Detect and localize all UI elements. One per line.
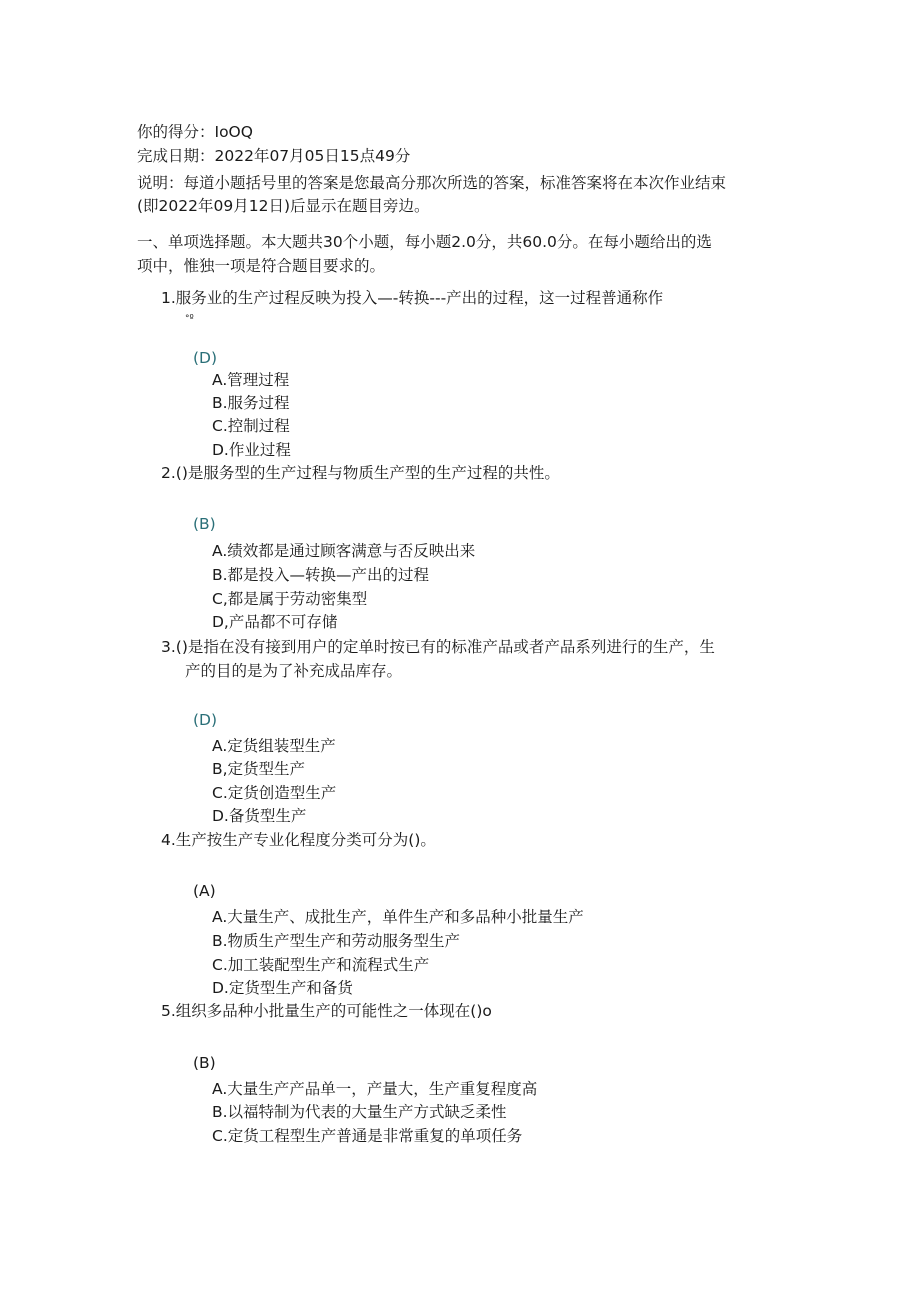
question-4-option-b: B.物质生产型生产和劳动服务型生产: [212, 932, 461, 950]
question-1-option-b: B.服务过程: [212, 394, 290, 412]
question-3-text-cont: 产的目的是为了补充成品库存。: [185, 662, 403, 680]
question-2-option-a: A.绩效都是通过顾客满意与否反映出来: [212, 542, 476, 560]
question-2-option-c: C,都是属于劳动密集型: [212, 590, 368, 608]
question-3-option-c: C.定货创造型生产: [212, 784, 337, 802]
question-1-answer: (D): [193, 349, 218, 367]
question-3-text: 3.()是指在没有接到用户的定单时按已有的标准产品或者产品系列进行的生产，生: [161, 638, 715, 656]
question-5-option-c: C.定货工程型生产普通是非常重复的单项任务: [212, 1127, 523, 1145]
question-1-text: 1.服务业的生产过程反映为投入—-转换---产出的过程，这一过程普通称作: [161, 289, 664, 307]
question-5-text: 5.组织多品种小批量生产的可能性之一体现在()o: [161, 1002, 492, 1020]
question-4-answer: (A): [193, 882, 216, 900]
question-2-text: 2.()是服务型的生产过程与物质生产型的生产过程的共性。: [161, 464, 560, 482]
question-2-answer: (B): [193, 515, 216, 533]
question-2-option-d: D,产品都不可存储: [212, 613, 338, 631]
section-heading-line-1: 一、单项选择题。本大题共30个小题，每小题2.0分，共60.0分。在每小题给出的选: [137, 233, 712, 251]
question-4-option-a: A.大量生产、成批生产，单件生产和多品种小批量生产: [212, 908, 584, 926]
question-3-option-b: B,定货型生产: [212, 760, 306, 778]
question-4-text: 4.生产按生产专业化程度分类可分为()。: [161, 831, 436, 849]
score-line: 你的得分：IoOQ: [137, 123, 253, 141]
question-2-option-b: B.都是投入—转换—产出的过程: [212, 566, 430, 584]
question-1-text-cont: °º: [185, 314, 194, 324]
question-3-option-a: A.定货组装型生产: [212, 737, 336, 755]
question-5-option-a: A.大量生产产品单一，产量大，生产重复程度高: [212, 1080, 538, 1098]
question-3-answer: (D): [193, 711, 218, 729]
note-line-1: 说明：每道小题括号里的答案是您最高分那次所选的答案，标准答案将在本次作业结束: [137, 174, 727, 192]
question-1-option-c: C.控制过程: [212, 417, 290, 435]
question-5-answer: (B): [193, 1054, 216, 1072]
question-3-option-d: D.备货型生产: [212, 807, 307, 825]
question-4-option-c: C.加工装配型生产和流程式生产: [212, 956, 430, 974]
question-5-option-b: B.以福特制为代表的大量生产方式缺乏柔性: [212, 1103, 507, 1121]
question-1-option-d: D.作业过程: [212, 441, 291, 459]
question-4-option-d: D.定货型生产和备货: [212, 979, 353, 997]
question-1-option-a: A.管理过程: [212, 371, 290, 389]
note-line-2: (即2022年09月12日)后显示在题目旁边。: [137, 197, 430, 215]
completion-date: 完成日期：2022年07月05日15点49分: [137, 147, 411, 165]
section-heading-line-2: 项中，惟独一项是符合题目要求的。: [137, 257, 386, 275]
